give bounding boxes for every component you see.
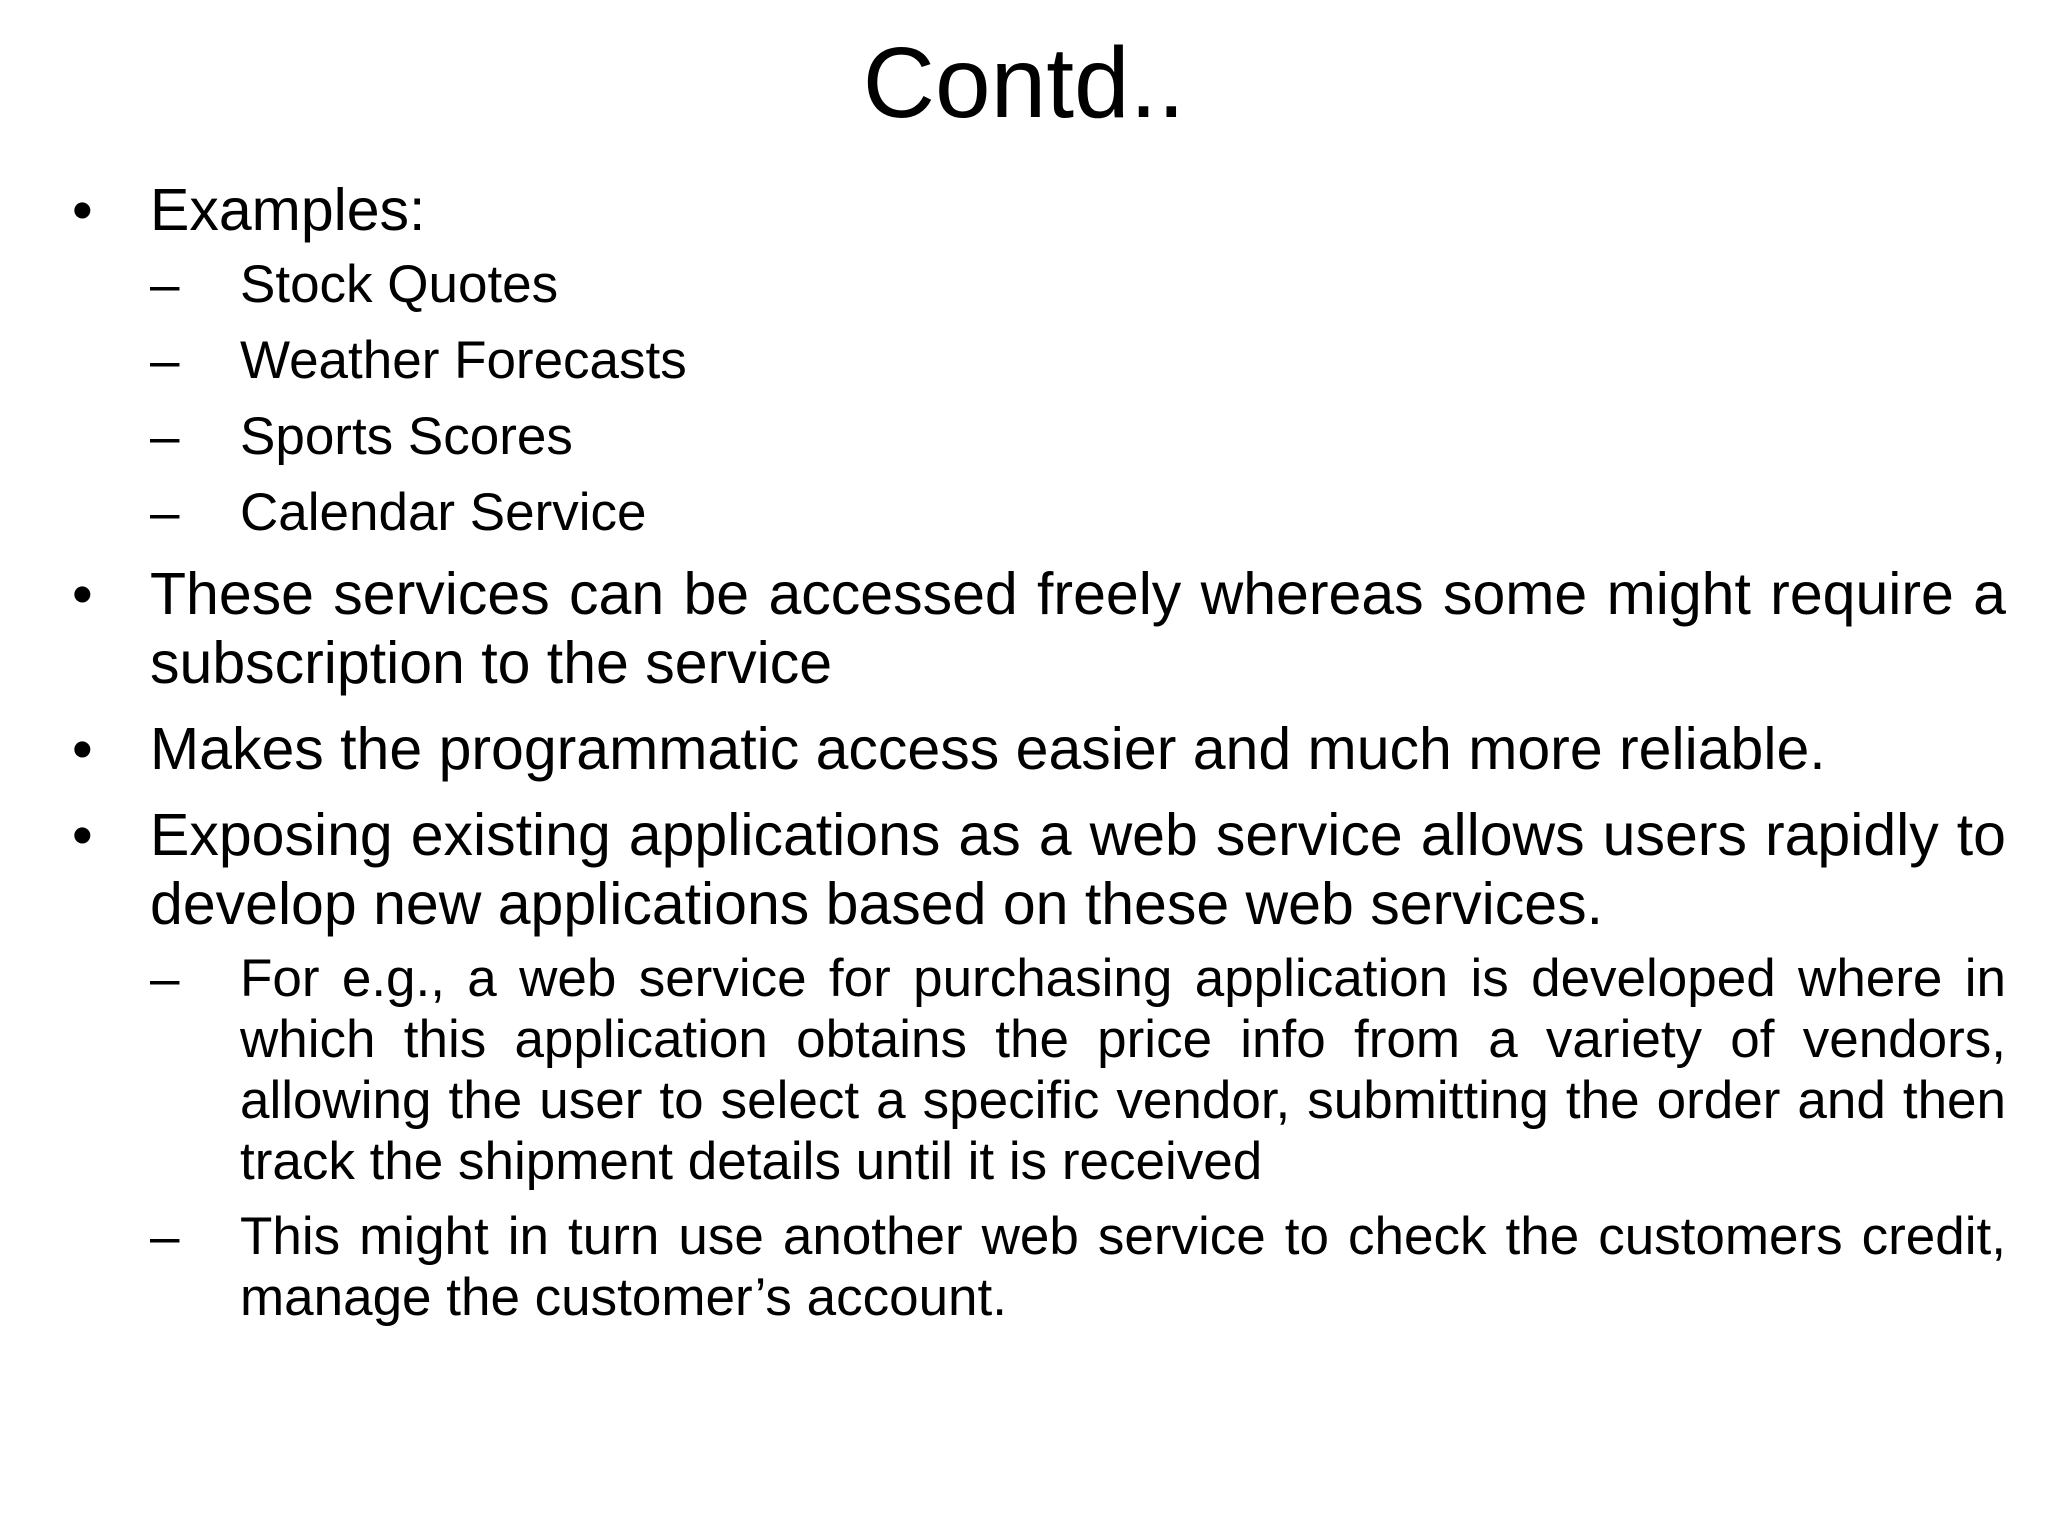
bullet-marker: • <box>72 716 93 782</box>
sub-bullet-marker: – <box>150 483 180 542</box>
sub-bullet-text: For e.g., a web service for purchasing application is developed where in which this application obtains the price info from a variety of vendors, allowing the user to select a specific vendor, submitting the order and then track the shipment details until it is received <box>240 949 2006 1191</box>
bullet-services-access <box>72 560 2006 698</box>
bullet-text: Examples: <box>150 177 426 243</box>
sub-bullet-stock-quotes <box>150 254 2006 315</box>
bullet-marker: • <box>72 561 93 627</box>
sub-bullet-purchasing-example <box>150 948 2006 1192</box>
sub-bullet-list <box>150 948 2006 1328</box>
sub-bullet-text: This might in turn use another web service to check the customers credit, manage the customer’s account. <box>240 1207 2006 1327</box>
sub-bullet-marker: – <box>150 255 180 314</box>
sub-bullet-sports-scores <box>150 406 2006 467</box>
sub-bullet-text: Stock Quotes <box>240 255 559 314</box>
sub-bullet-marker: – <box>150 331 180 390</box>
bullet-list <box>72 176 2006 1345</box>
bullet-text: Makes the programmatic access easier and much more reliable. <box>150 716 1826 782</box>
bullet-examples <box>72 176 2006 543</box>
bullet-marker: • <box>72 802 93 868</box>
sub-bullet-marker: – <box>150 949 180 1008</box>
sub-bullet-marker: – <box>150 407 180 466</box>
sub-bullet-credit-check <box>150 1206 2006 1328</box>
sub-bullet-text: Calendar Service <box>240 483 647 542</box>
bullet-text: Exposing existing applications as a web service allows users rapidly to develop new applications based on these web services. <box>150 802 2006 937</box>
sub-bullet-calendar-service <box>150 482 2006 543</box>
sub-bullet-text: Weather Forecasts <box>240 331 687 390</box>
bullet-programmatic-access <box>72 715 2006 784</box>
slide-title: Contd.. <box>862 27 1186 139</box>
sub-bullet-text: Sports Scores <box>240 407 573 466</box>
sub-bullet-list <box>150 254 2006 543</box>
bullet-exposing-applications <box>72 801 2006 1328</box>
bullet-marker: • <box>72 177 93 243</box>
sub-bullet-weather-forecasts <box>150 330 2006 391</box>
sub-bullet-marker: – <box>150 1207 180 1266</box>
bullet-text: These services can be accessed freely whereas some might require a subscription to the service <box>150 561 2006 696</box>
